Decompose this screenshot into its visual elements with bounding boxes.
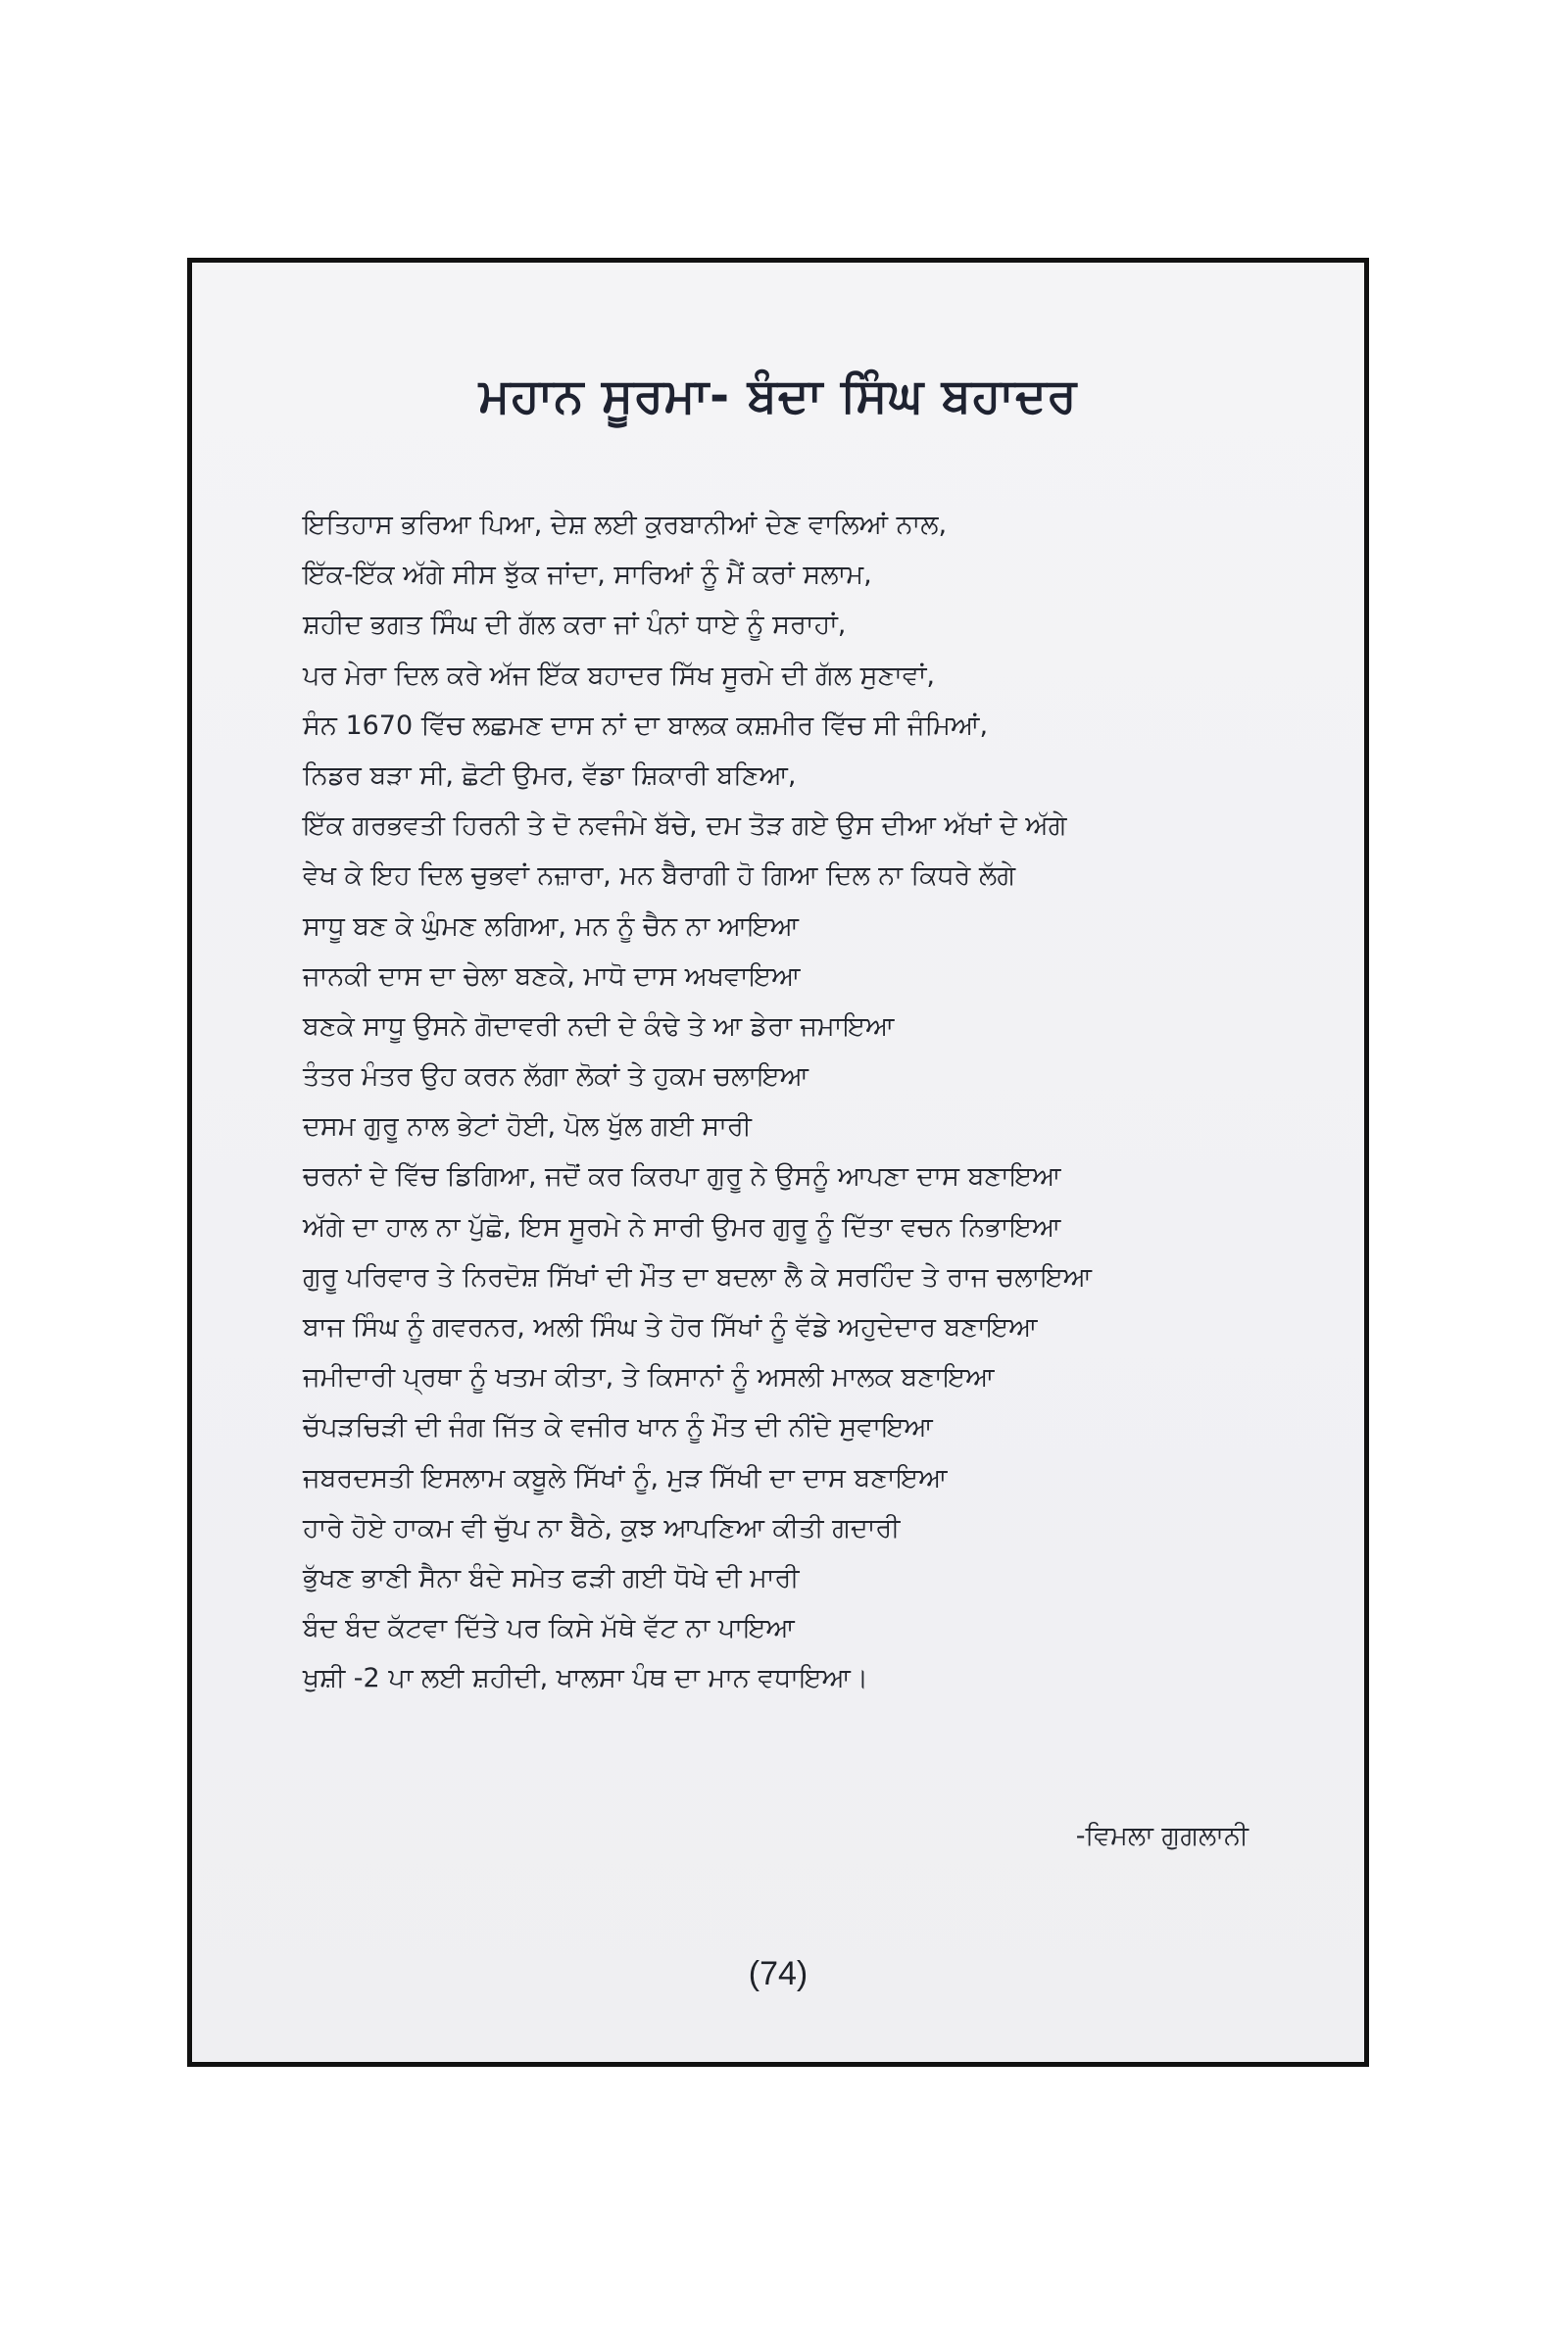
poem-title: ਮਹਾਨ ਸੂਰਮਾ- ਬੰਦਾ ਸਿੰਘ ਬਹਾਦਰ — [478, 368, 1078, 423]
poem-line: ਜਾਨਕੀ ਦਾਸ ਦਾ ਚੇਲਾ ਬਣਕੇ, ਮਾਧੋ ਦਾਸ ਅਖਵਾਇਆ — [303, 960, 801, 992]
poem-line: ਖੁਸ਼ੀ -2 ਪਾ ਲਈ ਸ਼ਹੀਦੀ, ਖਾਲਸਾ ਪੰਥ ਦਾ ਮਾਨ ਵਧਾਇਆ। — [303, 1663, 869, 1694]
poem-line: ਹਾਰੇ ਹੋਏ ਹਾਕਮ ਵੀ ਚੁੱਪ ਨਾ ਬੈਠੇ, ਕੁਝ ਆਪਣਿਆ ਕੀਤੀ ਗਦਾਰੀ — [303, 1512, 901, 1544]
poem-line: ਦਸਮ ਗੁਰੂ ਨਾਲ ਭੇਟਾਂ ਹੋਈ, ਪੋਲ ਖੁੱਲ ਗਈ ਸਾਰੀ — [303, 1111, 752, 1143]
poem-line: ਇਤਿਹਾਸ ਭਰਿਆ ਪਿਆ, ਦੇਸ਼ ਲਈ ਕੁਰਬਾਨੀਆਂ ਦੇਣ ਵਾਲਿਆਂ ਨਾਲ, — [303, 510, 948, 540]
poem-line: ਇੱਕ-ਇੱਕ ਅੱਗੇ ਸੀਸ ਝੁੱਕ ਜਾਂਦਾ, ਸਾਰਿਆਂ ਨੂੰ ਮੈਂ ਕਰਾਂ ਸਲਾਮ, — [303, 560, 872, 591]
poem-line: ਬਾਜ ਸਿੰਘ ਨੂੰ ਗਵਰਨਰ, ਅਲੀ ਸਿੰਘ ਤੇ ਹੋਰ ਸਿੱਖਾਂ ਨੂੰ ਵੱਡੇ ਅਹੁਦੇਦਾਰ ਬਣਾਇਆ — [303, 1312, 1038, 1343]
poem-line: ਗੁਰੂ ਪਰਿਵਾਰ ਤੇ ਨਿਰਦੋਸ਼ ਸਿੱਖਾਂ ਦੀ ਮੌਤ ਦਾ ਬਦਲਾ ਲੈ ਕੇ ਸਰਹਿੰਦ ਤੇ ਰਾਜ ਚਲਾਇਆ — [303, 1261, 1093, 1293]
poem-line: ਚੱਪੜਚਿੜੀ ਦੀ ਜੰਗ ਜਿੱਤ ਕੇ ਵਜੀਰ ਖਾਨ ਨੂੰ ਮੌਤ ਦੀ ਨੀਂਦੇ ਸੁਵਾਇਆ — [303, 1412, 933, 1444]
author-signature: -ਵਿਮਲਾ ਗੁਗਲਾਨੀ — [1075, 1821, 1249, 1851]
poem-line: ਸਾਧੂ ਬਣ ਕੇ ਘੁੰਮਣ ਲਗਿਆ, ਮਨ ਨੂੰ ਚੈਨ ਨਾ ਆਇਆ — [303, 910, 799, 942]
poem-line: ਬਣਕੇ ਸਾਧੂ ਉਸਨੇ ਗੋਦਾਵਰੀ ਨਦੀ ਦੇ ਕੰਢੇ ਤੇ ਆ ਡੇਰਾ ਜਮਾਇਆ — [303, 1010, 895, 1042]
poem-line: ਵੇਖ ਕੇ ਇਹ ਦਿਲ ਚੁਭਵਾਂ ਨਜ਼ਾਰਾ, ਮਨ ਬੈਰਾਗੀ ਹੋ ਗਿਆ ਦਿਲ ਨਾ ਕਿਧਰੇ ਲੱਗੇ — [303, 860, 1016, 892]
poem-line: ਸੰਨ 1670 ਵਿੱਚ ਲਛਮਣ ਦਾਸ ਨਾਂ ਦਾ ਬਾਲਕ ਕਸ਼ਮੀਰ ਵਿੱਚ ਸੀ ਜੰਮਿਆਂ, — [303, 710, 989, 741]
poem-line: ਬੰਦ ਬੰਦ ਕੱਟਵਾ ਦਿੱਤੇ ਪਰ ਕਿਸੇ ਮੱਥੇ ਵੱਟ ਨਾ ਪਾਇਆ — [303, 1613, 795, 1644]
poem-body — [303, 500, 1371, 1704]
poem-line: ਇੱਕ ਗਰਭਵਤੀ ਹਿਰਨੀ ਤੇ ਦੋ ਨਵਜੰਮੇ ਬੱਚੇ, ਦਮ ਤੋੜ ਗਏ ਉਸ ਦੀਆ ਅੱਖਾਂ ਦੇ ਅੱਗੇ — [303, 810, 1067, 842]
poem-line: ਚਰਨਾਂ ਦੇ ਵਿੱਚ ਡਿਗਿਆ, ਜਦੋਂ ਕਰ ਕਿਰਪਾ ਗੁਰੂ ਨੇ ਉਸਨੂੰ ਆਪਣਾ ਦਾਸ ਬਣਾਇਆ — [303, 1161, 1061, 1193]
poem-line: ਸ਼ਹੀਦ ਭਗਤ ਸਿੰਘ ਦੀ ਗੱਲ ਕਰਾ ਜਾਂ ਪੰਨਾਂ ਧਾਏ ਨੂੰ ਸਰਾਹਾਂ, — [303, 610, 847, 641]
poem-line: ਤੰਤਰ ਮੰਤਰ ਉਹ ਕਰਨ ਲੱਗਾ ਲੋਕਾਂ ਤੇ ਹੁਕਮ ਚਲਾਇਆ — [303, 1061, 808, 1093]
poem-line: ਅੱਗੇ ਦਾ ਹਾਲ ਨਾ ਪੁੱਛੋ, ਇਸ ਸੂਰਮੇ ਨੇ ਸਾਰੀ ਉਮਰ ਗੁਰੂ ਨੂੰ ਦਿੱਤਾ ਵਚਨ ਨਿਭਾਇਆ — [303, 1211, 1061, 1243]
poem-line: ਭੁੱਖਣ ਭਾਣੀ ਸੈਨਾ ਬੰਦੇ ਸਮੇਤ ਫੜੀ ਗਈ ਧੋਖੇ ਦੀ ਮਾਰੀ — [303, 1562, 800, 1593]
poem-line: ਨਿਡਰ ਬੜਾ ਸੀ, ਛੋਟੀ ਉਮਰ, ਵੱਡਾ ਸ਼ਿਕਾਰੀ ਬਣਿਆ, — [303, 760, 797, 791]
page-number: (74) — [748, 1955, 808, 1992]
poem-line: ਪਰ ਮੇਰਾ ਦਿਲ ਕਰੇ ਅੱਜ ਇੱਕ ਬਹਾਦਰ ਸਿੱਖ ਸੂਰਮੇ ਦੀ ਗੱਲ ਸੁਣਾਵਾਂ, — [303, 660, 935, 691]
poem-line: ਜਮੀਦਾਰੀ ਪ੍ਰਥਾ ਨੂੰ ਖਤਮ ਕੀਤਾ, ਤੇ ਕਿਸਾਨਾਂ ਨੂੰ ਅਸਲੀ ਮਾਲਕ ਬਣਾਇਆ — [303, 1362, 995, 1394]
poem-line: ਜਬਰਦਸਤੀ ਇਸਲਾਮ ਕਬੂਲੇ ਸਿੱਖਾਂ ਨੂੰ, ਮੁੜ ਸਿੱਖੀ ਦਾ ਦਾਸ ਬਣਾਇਆ — [303, 1462, 948, 1494]
book-page — [187, 258, 1369, 2067]
